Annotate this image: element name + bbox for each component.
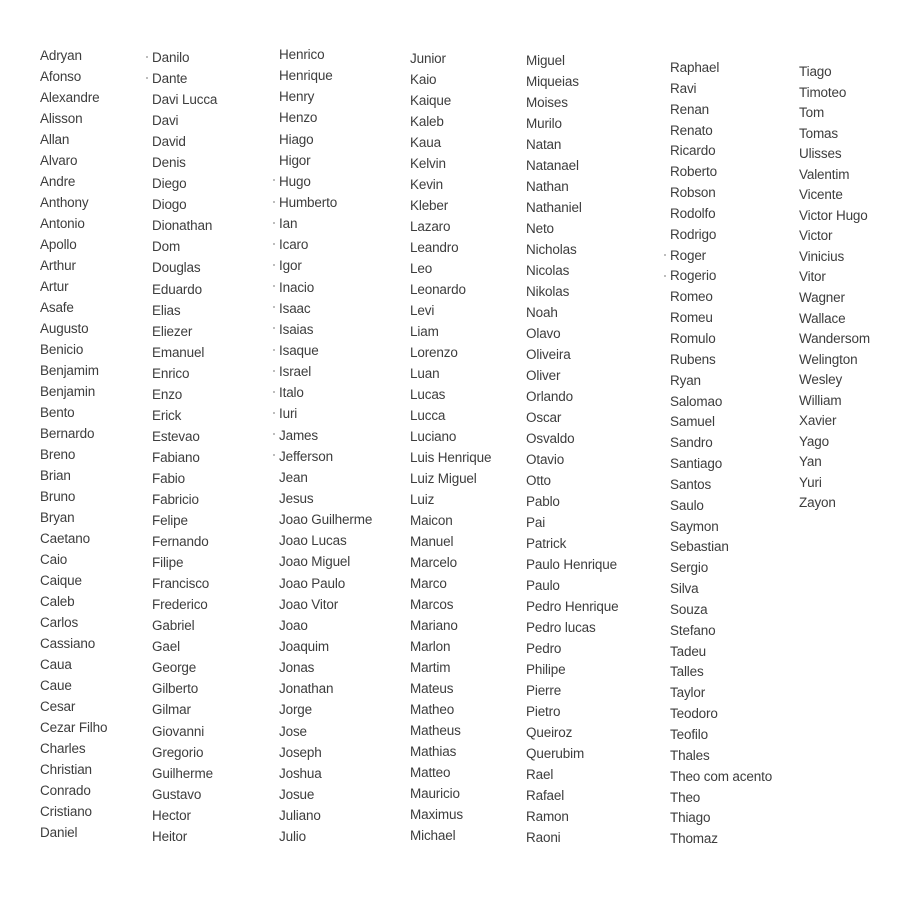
- name-item: Xavier: [799, 413, 837, 429]
- name-item: Sergio: [670, 560, 709, 576]
- name-item: Joshua: [279, 765, 322, 781]
- name-item: Mauricio: [410, 786, 460, 801]
- name-item: Josue: [279, 786, 315, 802]
- name-item: Caleb: [40, 594, 75, 609]
- name-item: Lorenzo: [410, 345, 458, 360]
- name-item: Pierre: [526, 683, 562, 698]
- name-item: Leandro: [410, 240, 459, 255]
- name-item: Estevao: [152, 428, 200, 444]
- name-item: Eliezer: [152, 323, 193, 339]
- name-item: Ryan: [670, 372, 701, 388]
- name-item: Isaac: [279, 298, 372, 319]
- name-item: George: [152, 660, 197, 676]
- name-item: Rodrigo: [670, 226, 717, 242]
- bullet-dot-icon: [273, 201, 275, 203]
- name-item: Pedro lucas: [526, 620, 596, 635]
- name-item: Pai: [526, 515, 546, 530]
- name-item: Theo com acento: [670, 768, 773, 784]
- name-item: James: [279, 425, 372, 446]
- name-item: Fabiano: [152, 449, 200, 465]
- name-item: Natan: [526, 137, 562, 152]
- bullet-dot-icon: [273, 222, 275, 224]
- name-item: Gilmar: [152, 702, 191, 718]
- name-item: Bryan: [40, 510, 75, 525]
- name-item: Natanael: [526, 158, 579, 173]
- name-item: Alisson: [40, 111, 83, 126]
- name-item: Jesus: [279, 490, 314, 506]
- name-item: Sebastian: [670, 539, 729, 555]
- name-item: Joao Vitor: [279, 596, 339, 612]
- name-item: Vitor: [799, 269, 826, 285]
- name-item: Rodolfo: [670, 205, 716, 221]
- name-item: Caique: [40, 573, 82, 588]
- name-item: Christian: [40, 762, 92, 777]
- name-item: Mathias: [410, 744, 457, 759]
- name-item: Santiago: [670, 456, 723, 472]
- name-item: Liam: [410, 324, 439, 339]
- name-column-1: [40, 45, 107, 843]
- name-item: Nikolas: [526, 284, 570, 299]
- name-item: Kaleb: [410, 114, 444, 129]
- name-item: Romulo: [670, 330, 716, 346]
- name-item: Oliveira: [526, 347, 571, 362]
- bullet-dot-icon: [146, 56, 148, 58]
- name-item: Luan: [410, 366, 440, 381]
- name-item: Noah: [526, 305, 558, 320]
- name-item: Israel: [279, 361, 372, 382]
- name-item: Fabio: [152, 470, 186, 486]
- name-item: Patrick: [526, 536, 567, 551]
- name-item: Queiroz: [526, 725, 573, 740]
- name-item: Matteo: [410, 765, 451, 780]
- name-item: Davi Lucca: [152, 92, 218, 108]
- name-item: Oliver: [526, 368, 561, 383]
- name-item: Samuel: [670, 414, 715, 430]
- name-item: Giovanni: [152, 723, 205, 739]
- name-item: Philipe: [526, 662, 566, 677]
- bullet-dot-icon: [273, 454, 275, 456]
- name-item: Thiago: [670, 810, 711, 826]
- bullet-dot-icon: [273, 243, 275, 245]
- name-item: Emanuel: [152, 344, 205, 360]
- name-item: Rubens: [670, 351, 716, 367]
- name-item: Santos: [670, 476, 712, 492]
- name-item: Teofilo: [670, 727, 708, 742]
- name-item: Taylor: [670, 685, 706, 701]
- name-item: Kleber: [410, 198, 449, 213]
- name-item: Anthony: [40, 195, 89, 210]
- name-item: Joao Miguel: [279, 554, 351, 570]
- name-item: Wesley: [799, 372, 843, 388]
- name-item: Jonathan: [279, 681, 334, 697]
- name-item: Dom: [152, 239, 181, 255]
- name-item: Otavio: [526, 452, 565, 467]
- name-item: Matheo: [410, 702, 455, 717]
- name-item: Luiz Miguel: [410, 471, 477, 486]
- name-item: Souza: [670, 601, 708, 617]
- bullet-dot-icon: [273, 264, 275, 266]
- name-item: Francisco: [152, 576, 210, 592]
- name-item: Dante: [152, 68, 217, 89]
- name-item: Lazaro: [410, 219, 451, 234]
- name-column-2: [152, 47, 217, 847]
- name-item: Ramon: [526, 809, 569, 824]
- name-item: Guilherme: [152, 765, 213, 781]
- name-item: Daniel: [40, 825, 78, 840]
- name-item: Robson: [670, 185, 716, 201]
- name-item: Zayon: [799, 495, 836, 511]
- name-item: Conrado: [40, 783, 91, 798]
- name-item: Henry: [279, 89, 315, 105]
- name-item: Frederico: [152, 597, 208, 613]
- name-item: Cristiano: [40, 804, 92, 819]
- name-item: Enzo: [152, 386, 183, 402]
- name-item: Benicio: [40, 342, 84, 357]
- name-column-5: [526, 50, 618, 848]
- name-item: Gregorio: [152, 744, 204, 760]
- name-item: Olavo: [526, 326, 561, 341]
- name-item: Rael: [526, 767, 554, 782]
- name-item: Tomas: [799, 125, 839, 141]
- name-item: Hiago: [279, 131, 314, 147]
- name-item: Tadeu: [670, 643, 707, 659]
- name-item: Pietro: [526, 704, 561, 719]
- name-item: Cesar: [40, 699, 76, 714]
- bullet-dot-icon: [273, 370, 275, 372]
- name-item: Victor Hugo: [799, 207, 868, 223]
- name-item: Artur: [40, 279, 69, 294]
- name-item: Yuri: [799, 474, 822, 490]
- name-item: Joao Lucas: [279, 533, 347, 549]
- name-item: Manuel: [410, 534, 454, 549]
- name-item: Erick: [152, 407, 182, 423]
- name-item: Yan: [799, 454, 822, 470]
- name-item: Michael: [410, 828, 456, 843]
- name-column-4: [410, 48, 491, 846]
- name-item: Henrique: [279, 68, 333, 84]
- name-item: Lucas: [410, 387, 446, 402]
- name-item: Jean: [279, 469, 308, 485]
- name-item: Isaque: [279, 340, 372, 361]
- name-item: Bernardo: [40, 426, 95, 441]
- name-item: Fernando: [152, 534, 209, 550]
- name-column-6: [670, 58, 772, 850]
- name-item: Jorge: [279, 702, 313, 718]
- name-item: Adryan: [40, 48, 82, 63]
- name-item: Oscar: [526, 410, 562, 425]
- name-item: Renato: [670, 122, 713, 138]
- name-item: Ravi: [670, 80, 697, 96]
- name-item: Osvaldo: [526, 431, 575, 446]
- name-item: Tom: [799, 105, 825, 121]
- name-item: Gilberto: [152, 681, 199, 697]
- name-item: Gael: [152, 639, 180, 655]
- name-item: Romeo: [670, 289, 713, 305]
- name-item: Stefano: [670, 622, 716, 638]
- name-item: Nathaniel: [526, 200, 582, 215]
- name-item: Kaua: [410, 135, 441, 150]
- name-item: Douglas: [152, 260, 201, 276]
- name-item: Jonas: [279, 660, 315, 676]
- name-item: Bento: [40, 405, 75, 420]
- name-item: Maximus: [410, 807, 463, 822]
- name-item: Henrico: [279, 47, 325, 62]
- bullet-dot-icon: [273, 285, 275, 287]
- name-item: Humberto: [279, 192, 372, 213]
- name-item: Ian: [279, 213, 372, 234]
- name-item: Joao Paulo: [279, 575, 346, 591]
- name-item: Paulo: [526, 578, 560, 593]
- name-item: Levi: [410, 303, 435, 318]
- name-item: Yago: [799, 433, 829, 449]
- name-item: Luciano: [410, 429, 457, 444]
- name-item: Heitor: [152, 828, 188, 844]
- name-item: Renan: [670, 101, 710, 117]
- name-item: Tiago: [799, 64, 832, 79]
- name-item: Brian: [40, 468, 71, 483]
- name-item: Caetano: [40, 531, 90, 546]
- name-item: Carlos: [40, 615, 79, 630]
- name-item: Timoteo: [799, 84, 847, 100]
- name-item: Pablo: [526, 494, 560, 509]
- name-item: Murilo: [526, 116, 562, 131]
- name-item: Joseph: [279, 744, 322, 760]
- name-item: Charles: [40, 741, 86, 756]
- name-item: Antonio: [40, 216, 85, 231]
- name-item: Maicon: [410, 513, 453, 528]
- name-item: Benjamim: [40, 363, 99, 378]
- name-item: Gustavo: [152, 786, 202, 802]
- bullet-dot-icon: [664, 275, 666, 277]
- name-item: Henzo: [279, 110, 318, 126]
- name-item: Davi: [152, 113, 179, 129]
- name-item: Augusto: [40, 321, 89, 336]
- name-item: Kaio: [410, 72, 437, 87]
- name-item: Silva: [670, 581, 699, 597]
- name-item: Asafe: [40, 300, 74, 315]
- name-item: Romeu: [670, 310, 713, 326]
- name-item: Joao Guilherme: [279, 512, 373, 528]
- name-item: Welington: [799, 351, 858, 367]
- name-item: Nicolas: [526, 263, 570, 278]
- name-item: Wandersom: [799, 331, 870, 347]
- name-item: David: [152, 134, 186, 150]
- name-item: Marlon: [410, 639, 451, 654]
- name-item: Juliano: [279, 808, 321, 824]
- bullet-dot-icon: [273, 306, 275, 308]
- name-item: Apollo: [40, 237, 77, 252]
- name-item: Pedro Henrique: [526, 599, 619, 614]
- name-item: Salomao: [670, 393, 723, 409]
- name-item: Cezar Filho: [40, 720, 108, 735]
- name-item: Vicente: [799, 187, 843, 203]
- name-item: Filipe: [152, 555, 184, 571]
- name-item: Afonso: [40, 69, 82, 84]
- name-item: Alvaro: [40, 153, 78, 168]
- name-item: William: [799, 392, 842, 408]
- name-item: Moises: [526, 95, 568, 110]
- bullet-dot-icon: [273, 179, 275, 181]
- bullet-dot-icon: [273, 433, 275, 435]
- name-item: Roger: [670, 246, 772, 267]
- name-item: Raoni: [526, 830, 561, 845]
- name-column-3: [279, 44, 372, 847]
- bullet-dot-icon: [664, 254, 666, 256]
- name-item: Ulisses: [799, 146, 842, 162]
- name-item: Thales: [670, 747, 710, 763]
- name-item: Pedro: [526, 641, 562, 656]
- name-item: Gabriel: [152, 618, 195, 634]
- name-item: Neto: [526, 221, 554, 236]
- name-item: Benjamin: [40, 384, 96, 399]
- name-item: Luis Henrique: [410, 450, 492, 465]
- name-item: Elias: [152, 302, 181, 318]
- name-item: Leo: [410, 261, 433, 276]
- name-item: Mariano: [410, 618, 458, 633]
- name-item: Miqueias: [526, 74, 579, 89]
- name-item: Bruno: [40, 489, 76, 504]
- name-item: Martim: [410, 660, 451, 675]
- name-item: Felipe: [152, 513, 188, 529]
- name-item: Miguel: [526, 53, 565, 68]
- name-item: Victor: [799, 228, 833, 244]
- name-item: Querubim: [526, 746, 585, 761]
- name-item: Allan: [40, 132, 70, 147]
- name-item: Roberto: [670, 164, 717, 180]
- name-item: Hector: [152, 807, 191, 823]
- bullet-dot-icon: [273, 412, 275, 414]
- name-item: Otto: [526, 473, 551, 488]
- name-item: Caue: [40, 678, 72, 693]
- name-item: Fabricio: [152, 491, 199, 507]
- name-item: Leonardo: [410, 282, 466, 297]
- name-item: Marco: [410, 576, 447, 591]
- name-item: Thomaz: [670, 831, 718, 847]
- name-item: Marcelo: [410, 555, 457, 570]
- name-item: Inacio: [279, 277, 372, 298]
- name-item: Isaias: [279, 319, 372, 340]
- name-item: Kevin: [410, 177, 444, 192]
- name-item: Joao: [279, 617, 308, 633]
- name-item: Higor: [279, 152, 311, 168]
- name-item: Valentim: [799, 166, 850, 182]
- name-item: Sandro: [670, 435, 713, 451]
- name-item: Nathan: [526, 179, 569, 194]
- name-item: Wagner: [799, 290, 845, 306]
- name-item: Talles: [670, 664, 704, 680]
- name-item: Orlando: [526, 389, 573, 404]
- name-item: Rogerio: [670, 266, 772, 287]
- name-item: Saulo: [670, 497, 704, 513]
- name-item: Kelvin: [410, 156, 446, 171]
- name-item: Ricardo: [670, 143, 716, 159]
- name-item: Alexandre: [40, 90, 100, 105]
- name-item: Igor: [279, 255, 372, 276]
- name-item: Theo: [670, 789, 701, 805]
- name-item: Denis: [152, 155, 186, 171]
- name-item: Arthur: [40, 258, 76, 273]
- name-item: Teodoro: [670, 706, 718, 722]
- name-item: Jose: [279, 723, 307, 739]
- name-item: Diogo: [152, 197, 187, 213]
- name-item: Matheus: [410, 723, 461, 738]
- name-item: Wallace: [799, 310, 846, 326]
- name-item: Vinicius: [799, 248, 845, 264]
- bullet-dot-icon: [146, 77, 148, 79]
- name-column-7: [799, 62, 870, 514]
- name-item: Hugo: [279, 171, 372, 192]
- name-item: Junior: [410, 51, 446, 66]
- name-item: Saymon: [670, 518, 719, 534]
- name-item: Icaro: [279, 234, 372, 255]
- name-item: Julio: [279, 829, 307, 845]
- name-item: Dionathan: [152, 218, 213, 234]
- name-item: Iuri: [279, 403, 372, 424]
- name-item: Raphael: [670, 60, 720, 75]
- name-item: Marcos: [410, 597, 454, 612]
- name-item: Nicholas: [526, 242, 577, 257]
- name-item: Enrico: [152, 365, 190, 381]
- name-item: Breno: [40, 447, 76, 462]
- name-item: Danilo: [152, 47, 217, 68]
- bullet-dot-icon: [273, 391, 275, 393]
- bullet-dot-icon: [273, 349, 275, 351]
- name-item: Paulo Henrique: [526, 557, 617, 572]
- name-item: Luiz: [410, 492, 435, 507]
- name-item: Kaique: [410, 93, 452, 108]
- name-item: Mateus: [410, 681, 454, 696]
- name-item: Caio: [40, 552, 68, 567]
- name-item: Diego: [152, 176, 187, 192]
- name-item: Jefferson: [279, 446, 372, 467]
- name-item: Joaquim: [279, 638, 329, 654]
- bullet-dot-icon: [273, 327, 275, 329]
- name-item: Caua: [40, 657, 72, 672]
- name-item: Rafael: [526, 788, 565, 803]
- name-item: Cassiano: [40, 636, 96, 651]
- name-item: Lucca: [410, 408, 446, 423]
- name-item: Eduardo: [152, 281, 202, 297]
- name-item: Italo: [279, 382, 372, 403]
- name-item: Andre: [40, 174, 76, 189]
